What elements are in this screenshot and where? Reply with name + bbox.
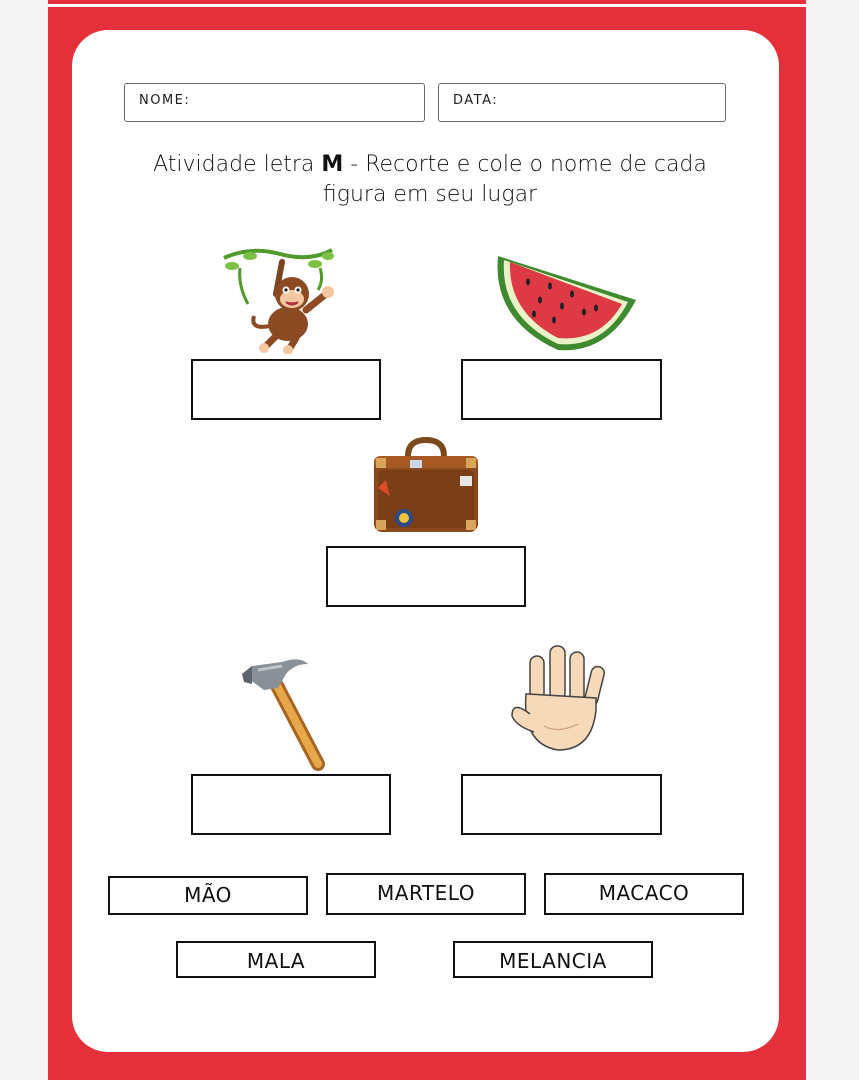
top-border-line (48, 0, 806, 4)
activity-title (130, 150, 730, 210)
hammer-icon (238, 652, 330, 772)
answer-box-suitcase[interactable] (326, 546, 526, 607)
suitcase-icon (370, 436, 482, 536)
watermelon-icon (488, 250, 638, 356)
title-suffix: - Recorte e cole o nome de cada figura em seu lugar (322, 152, 707, 207)
hand-icon (508, 644, 612, 754)
title-letter: M (321, 152, 344, 177)
monkey-icon (220, 246, 340, 354)
word-card-martelo[interactable]: MARTELO (326, 873, 526, 915)
answer-box-watermelon[interactable] (461, 359, 662, 420)
date-label: DATA: (453, 93, 499, 108)
title-prefix: Atividade letra (153, 152, 322, 177)
word-card-melancia[interactable]: MELANCIA (453, 941, 653, 978)
answer-box-monkey[interactable] (191, 359, 381, 420)
word-card-mala[interactable]: MALA (176, 941, 376, 978)
word-card-macaco[interactable]: MACACO (544, 873, 744, 915)
word-card-mao[interactable]: MÃO (108, 876, 308, 915)
answer-box-hand[interactable] (461, 774, 662, 835)
name-field[interactable] (124, 83, 425, 122)
name-label: NOME: (139, 93, 191, 108)
date-field[interactable] (438, 83, 726, 122)
answer-box-hammer[interactable] (191, 774, 391, 835)
